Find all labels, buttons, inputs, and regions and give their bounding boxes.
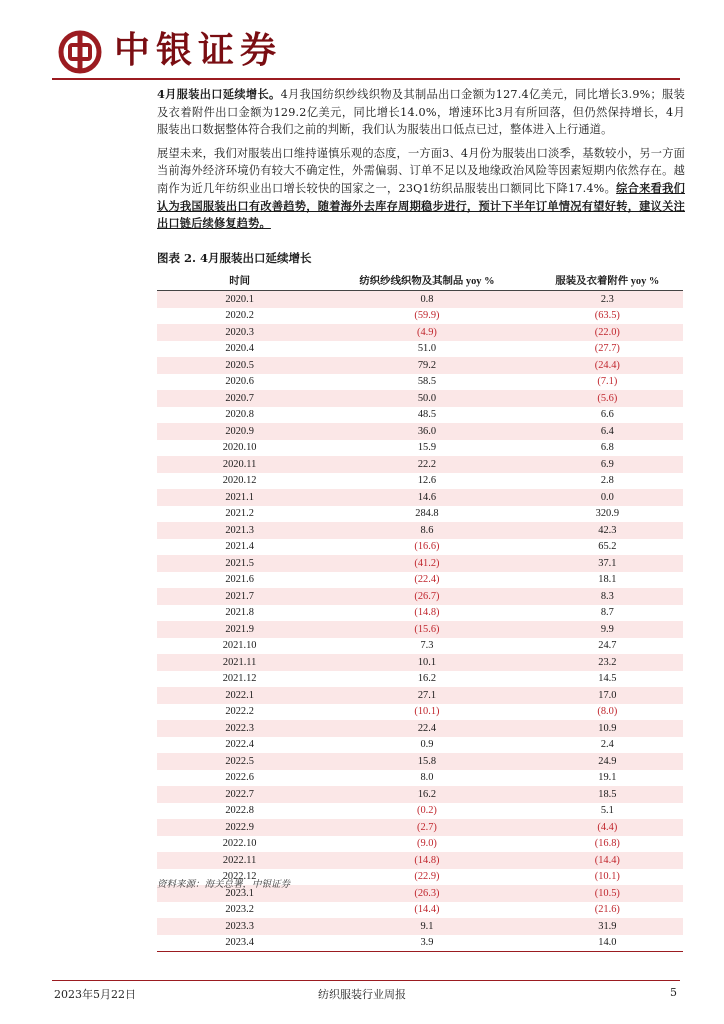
textile-yoy-cell: 3.9	[322, 935, 531, 952]
period-cell: 2020.5	[157, 357, 322, 374]
table-row	[157, 341, 683, 358]
textile-yoy-cell: 14.6	[322, 489, 531, 506]
period-cell: 2023.2	[157, 902, 322, 919]
table-row	[157, 588, 683, 605]
textile-yoy-cell: 79.2	[322, 357, 531, 374]
textile-yoy-cell: (10.1)	[322, 704, 531, 721]
apparel-yoy-cell: 17.0	[532, 687, 683, 704]
textile-yoy-cell: 8.0	[322, 770, 531, 787]
report-title: 纺织服装行业周报	[318, 988, 406, 1001]
paragraph-conclusion: 综合来看我们认为我国服装出口有改善趋势，随着海外去库存周期稳步进行，预计下半年订单情况有望好转，建议关注出口链后续修复趋势。	[157, 180, 685, 231]
footer-divider	[52, 980, 680, 981]
apparel-yoy-cell: (63.5)	[532, 308, 683, 325]
textile-yoy-cell: (16.6)	[322, 539, 531, 556]
table-row	[157, 704, 683, 721]
period-cell: 2021.1	[157, 489, 322, 506]
period-cell: 2020.3	[157, 324, 322, 341]
page-number: 5	[670, 986, 677, 999]
period-cell: 2022.5	[157, 753, 322, 770]
apparel-yoy-cell: 2.4	[532, 737, 683, 754]
paragraph-lead: 4月服装出口延续增长。	[157, 87, 281, 101]
table-row	[157, 935, 683, 952]
table-row	[157, 753, 683, 770]
table-row	[157, 473, 683, 490]
table-row	[157, 902, 683, 919]
apparel-yoy-cell: 8.7	[532, 605, 683, 622]
table-row	[157, 605, 683, 622]
table-row	[157, 308, 683, 325]
textile-yoy-cell: (26.7)	[322, 588, 531, 605]
apparel-yoy-cell: 42.3	[532, 522, 683, 539]
textile-yoy-cell: 15.8	[322, 753, 531, 770]
table-row	[157, 852, 683, 869]
period-cell: 2023.1	[157, 885, 322, 902]
period-cell: 2022.6	[157, 770, 322, 787]
period-cell: 2020.1	[157, 291, 322, 308]
apparel-yoy-cell: (5.6)	[532, 390, 683, 407]
textile-yoy-cell: 16.2	[322, 786, 531, 803]
textile-yoy-cell: (41.2)	[322, 555, 531, 572]
apparel-yoy-cell: (8.0)	[532, 704, 683, 721]
textile-yoy-cell: 284.8	[322, 506, 531, 523]
table-row	[157, 357, 683, 374]
period-cell: 2021.8	[157, 605, 322, 622]
source-note: 资料来源：海关总署，中银证券	[157, 879, 291, 890]
table-header-row	[157, 269, 683, 291]
apparel-yoy-cell: 6.9	[532, 456, 683, 473]
textile-yoy-cell: (2.7)	[322, 819, 531, 836]
column-header: 纺织纱线织物及其制品 yoy %	[322, 269, 531, 291]
period-cell: 2021.5	[157, 555, 322, 572]
textile-yoy-cell: (14.4)	[322, 902, 531, 919]
apparel-yoy-cell: 6.4	[532, 423, 683, 440]
period-cell: 2022.4	[157, 737, 322, 754]
table-row	[157, 390, 683, 407]
apparel-yoy-cell: 24.7	[532, 638, 683, 655]
table-row	[157, 786, 683, 803]
table-row	[157, 374, 683, 391]
textile-yoy-cell: 7.3	[322, 638, 531, 655]
textile-yoy-cell: (22.4)	[322, 572, 531, 589]
apparel-yoy-cell: 6.8	[532, 440, 683, 457]
apparel-yoy-cell: (22.0)	[532, 324, 683, 341]
textile-yoy-cell: 22.4	[322, 720, 531, 737]
table-row	[157, 572, 683, 589]
table-row	[157, 456, 683, 473]
period-cell: 2022.3	[157, 720, 322, 737]
column-header: 服装及衣着附件 yoy %	[532, 269, 683, 291]
period-cell: 2021.12	[157, 671, 322, 688]
textile-yoy-cell: (26.3)	[322, 885, 531, 902]
textile-yoy-cell: 0.9	[322, 737, 531, 754]
apparel-yoy-cell: (21.6)	[532, 902, 683, 919]
apparel-yoy-cell: 18.5	[532, 786, 683, 803]
period-cell: 2021.10	[157, 638, 322, 655]
paragraph-outlook	[157, 145, 685, 233]
textile-yoy-cell: 10.1	[322, 654, 531, 671]
apparel-yoy-cell: 37.1	[532, 555, 683, 572]
period-cell: 2021.7	[157, 588, 322, 605]
report-date: 2023年5月22日	[54, 988, 136, 1001]
period-cell: 2021.9	[157, 621, 322, 638]
period-cell: 2021.2	[157, 506, 322, 523]
body-text	[157, 86, 685, 239]
brand-name: 中银证券	[114, 30, 283, 71]
apparel-yoy-cell: 31.9	[532, 918, 683, 935]
table-row	[157, 671, 683, 688]
figure-title: 图表 2. 4月服装出口延续增长	[157, 250, 683, 270]
page-header	[52, 26, 680, 78]
period-cell: 2022.1	[157, 687, 322, 704]
period-cell: 2021.3	[157, 522, 322, 539]
period-cell: 2020.6	[157, 374, 322, 391]
apparel-yoy-cell: (4.4)	[532, 819, 683, 836]
period-cell: 2023.4	[157, 935, 322, 952]
textile-yoy-cell: 16.2	[322, 671, 531, 688]
table-row	[157, 803, 683, 820]
paragraph-body: 展望未来，我们对服装出口维持谨慎乐观的态度，一方面3、4月份为服装出口淡季，基数较小，另一方面当前海外经济环境仍有较大不确定性，外需偏弱、订单不足以及地缘政治风险等因素短期内依然存在。越南作为近几年纺织业出口增长较快的国家之一，23Q1纺织品服装出口额同比下降17.4%。	[157, 146, 685, 195]
textile-yoy-cell: 27.1	[322, 687, 531, 704]
period-cell: 2022.2	[157, 704, 322, 721]
textile-yoy-cell: 50.0	[322, 390, 531, 407]
period-cell: 2020.8	[157, 407, 322, 424]
textile-yoy-cell: 9.1	[322, 918, 531, 935]
table-row	[157, 621, 683, 638]
apparel-yoy-cell: 6.6	[532, 407, 683, 424]
table-row	[157, 407, 683, 424]
period-cell: 2022.11	[157, 852, 322, 869]
period-cell: 2022.12	[157, 869, 322, 886]
apparel-yoy-cell: 2.3	[532, 291, 683, 308]
textile-yoy-cell: 58.5	[322, 374, 531, 391]
table-row	[157, 291, 683, 308]
table-row	[157, 638, 683, 655]
period-cell: 2020.7	[157, 390, 322, 407]
textile-yoy-cell: 15.9	[322, 440, 531, 457]
table-row	[157, 555, 683, 572]
table-body	[157, 291, 683, 952]
period-cell: 2020.11	[157, 456, 322, 473]
table-row	[157, 522, 683, 539]
table-row	[157, 506, 683, 523]
period-cell: 2023.3	[157, 918, 322, 935]
textile-yoy-cell: (14.8)	[322, 852, 531, 869]
apparel-yoy-cell: (10.1)	[532, 869, 683, 886]
period-cell: 2021.6	[157, 572, 322, 589]
bank-of-china-logo-icon	[58, 30, 102, 74]
apparel-yoy-cell: 5.1	[532, 803, 683, 820]
apparel-yoy-cell: 10.9	[532, 720, 683, 737]
table-row	[157, 654, 683, 671]
apparel-yoy-cell: 65.2	[532, 539, 683, 556]
apparel-yoy-cell: 19.1	[532, 770, 683, 787]
table-row	[157, 737, 683, 754]
table-row	[157, 440, 683, 457]
apparel-yoy-cell: (10.5)	[532, 885, 683, 902]
export-growth-table	[157, 269, 683, 952]
apparel-yoy-cell: 14.0	[532, 935, 683, 952]
paragraph-body: 4月我国纺织纱线织物及其制品出口金额为127.4亿美元，同比增长3.9%；服装及衣着附件出口金额为129.2亿美元，同比增长14.0%，增速环比3月有所回落，但仍然保持增长，4月服装出口数据整体符合我们之前的判断，我们认为服装出口低点已过，整体进入上行通道。	[157, 88, 685, 137]
period-cell: 2020.10	[157, 440, 322, 457]
period-cell: 2022.7	[157, 786, 322, 803]
table-row	[157, 770, 683, 787]
period-cell: 2020.4	[157, 341, 322, 358]
apparel-yoy-cell: 18.1	[532, 572, 683, 589]
textile-yoy-cell: (14.8)	[322, 605, 531, 622]
period-cell: 2020.2	[157, 308, 322, 325]
apparel-yoy-cell: (14.4)	[532, 852, 683, 869]
textile-yoy-cell: 8.6	[322, 522, 531, 539]
textile-yoy-cell: 12.6	[322, 473, 531, 490]
period-cell: 2020.12	[157, 473, 322, 490]
textile-yoy-cell: (0.2)	[322, 803, 531, 820]
table-row	[157, 489, 683, 506]
table-row	[157, 836, 683, 853]
table-row	[157, 918, 683, 935]
textile-yoy-cell: (15.6)	[322, 621, 531, 638]
paragraph-export-growth	[157, 86, 685, 139]
apparel-yoy-cell: (7.1)	[532, 374, 683, 391]
period-cell: 2020.9	[157, 423, 322, 440]
table-row	[157, 687, 683, 704]
period-cell: 2022.9	[157, 819, 322, 836]
textile-yoy-cell: 22.2	[322, 456, 531, 473]
table-row	[157, 539, 683, 556]
apparel-yoy-cell: 8.3	[532, 588, 683, 605]
table-row	[157, 423, 683, 440]
apparel-yoy-cell: 2.8	[532, 473, 683, 490]
apparel-yoy-cell: (16.8)	[532, 836, 683, 853]
textile-yoy-cell: (22.9)	[322, 869, 531, 886]
period-cell: 2022.8	[157, 803, 322, 820]
textile-yoy-cell: (59.9)	[322, 308, 531, 325]
textile-yoy-cell: 36.0	[322, 423, 531, 440]
table-row	[157, 720, 683, 737]
period-cell: 2022.10	[157, 836, 322, 853]
apparel-yoy-cell: 14.5	[532, 671, 683, 688]
header-divider	[52, 78, 680, 80]
apparel-yoy-cell: 24.9	[532, 753, 683, 770]
table-row	[157, 324, 683, 341]
textile-yoy-cell: 48.5	[322, 407, 531, 424]
column-header: 时间	[157, 269, 322, 291]
period-cell: 2021.4	[157, 539, 322, 556]
textile-yoy-cell: 0.8	[322, 291, 531, 308]
apparel-yoy-cell: 0.0	[532, 489, 683, 506]
textile-yoy-cell: (9.0)	[322, 836, 531, 853]
textile-yoy-cell: (4.9)	[322, 324, 531, 341]
apparel-yoy-cell: 320.9	[532, 506, 683, 523]
table-row	[157, 819, 683, 836]
apparel-yoy-cell: (24.4)	[532, 357, 683, 374]
textile-yoy-cell: 51.0	[322, 341, 531, 358]
apparel-yoy-cell: 23.2	[532, 654, 683, 671]
period-cell: 2021.11	[157, 654, 322, 671]
apparel-yoy-cell: 9.9	[532, 621, 683, 638]
apparel-yoy-cell: (27.7)	[532, 341, 683, 358]
